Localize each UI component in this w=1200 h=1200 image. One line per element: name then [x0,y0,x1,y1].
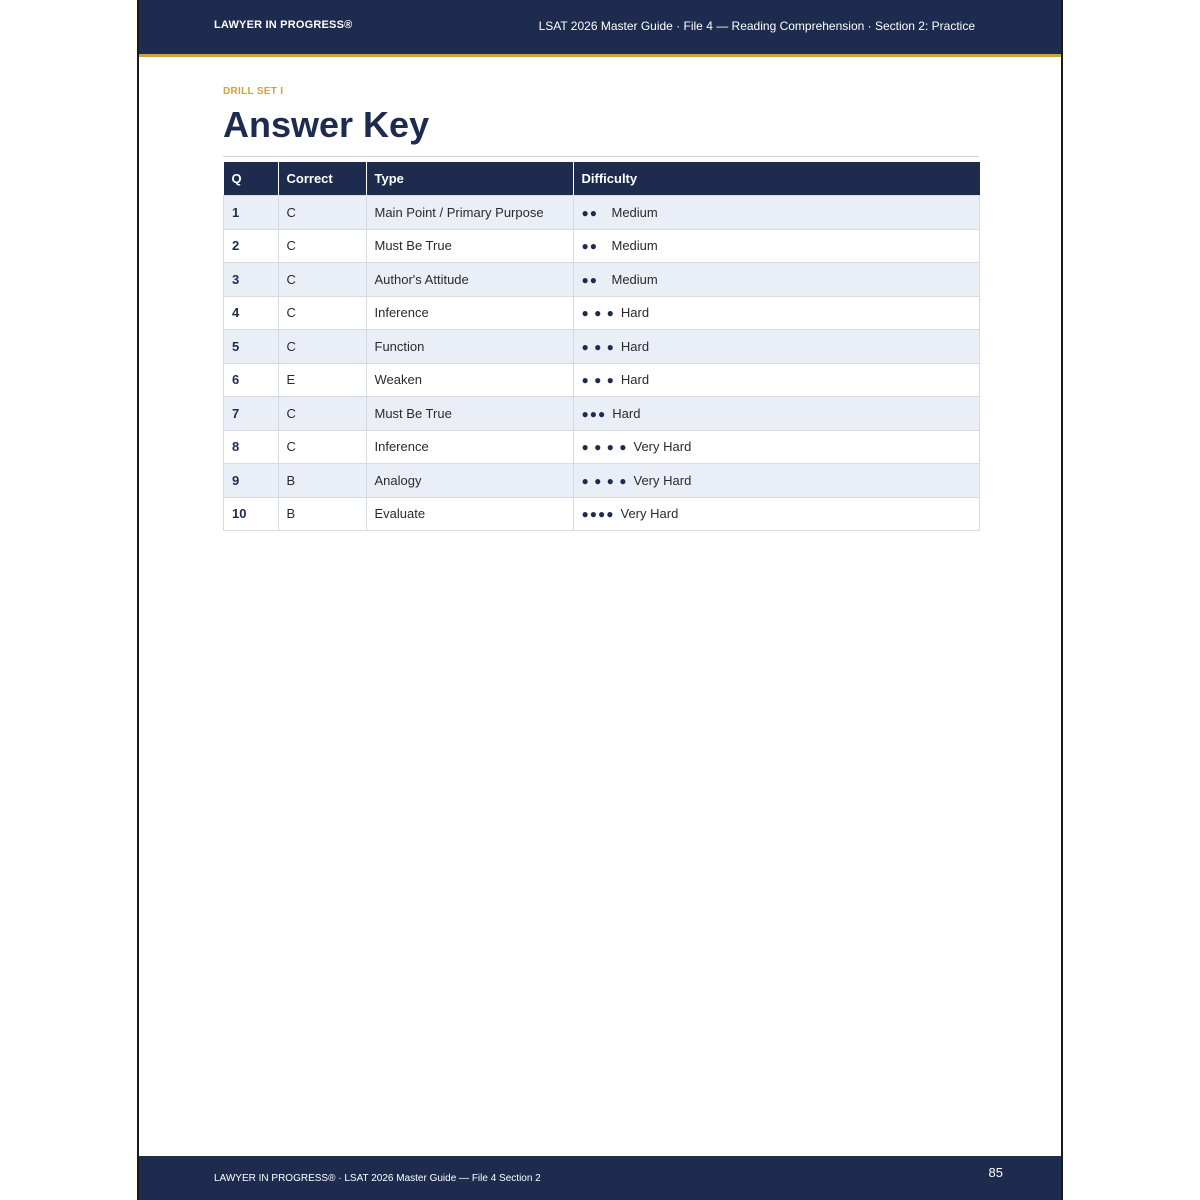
table-row [224,464,980,498]
cell-correct: C [278,229,366,263]
table-row [224,196,980,230]
cell-type: Must Be True [366,397,573,431]
difficulty-dots-icon: ● ● ● ● [581,473,628,488]
cell-q: 10 [224,497,279,531]
difficulty-dots-icon: ● ● ● [581,306,615,321]
cell-correct: B [278,464,366,498]
header-q: Q [224,162,279,196]
header-correct: Correct [278,162,366,196]
difficulty-label: Very Hard [633,472,692,488]
cell-correct: C [278,196,366,230]
page-header [139,0,1061,57]
difficulty-label: Hard [620,338,650,354]
section-eyebrow: DRILL SET I [223,86,284,97]
header-type: Type [366,162,573,196]
cell-q: 3 [224,263,279,297]
difficulty-dots-icon: ●●● [581,406,607,421]
difficulty-label: Medium [611,271,658,287]
header-brand: LAWYER IN PROGRESS® [214,19,353,31]
difficulty-dots-icon: ● ● ● [581,339,615,354]
header-difficulty: Difficulty [573,162,980,196]
cell-q: 7 [224,397,279,431]
cell-q: 4 [224,296,279,330]
cell-type: Inference [366,296,573,330]
cell-correct: C [278,263,366,297]
cell-q: 6 [224,363,279,397]
difficulty-label: Hard [612,405,641,421]
cell-difficulty [573,229,980,263]
cell-q: 1 [224,196,279,230]
difficulty-label: Hard [620,305,650,321]
difficulty-dots-icon: ●●●● [581,507,615,522]
difficulty-dots-icon: ●● [581,205,598,220]
document-page [137,0,1063,1200]
header-breadcrumb: LSAT 2026 Master Guide · File 4 — Reading Comprehension · Section 2: Practice [538,19,975,33]
difficulty-dots-icon: ● ● ● ● [581,440,628,455]
answer-key-table [223,162,980,531]
cell-type: Function [366,330,573,364]
cell-type: Weaken [366,363,573,397]
cell-correct: B [278,497,366,531]
cell-difficulty [573,430,980,464]
difficulty-dots-icon: ●● [581,239,598,254]
difficulty-label: Medium [611,238,658,254]
cell-q: 5 [224,330,279,364]
difficulty-label: Medium [611,204,658,220]
cell-correct: C [278,296,366,330]
table-row [224,497,980,531]
table-row [224,430,980,464]
cell-type: Evaluate [366,497,573,531]
table-header-row [224,162,980,196]
cell-q: 9 [224,464,279,498]
page-number: 85 [988,1165,1003,1180]
table-row [224,363,980,397]
page-title: Answer Key [223,104,430,145]
cell-type: Main Point / Primary Purpose [366,196,573,230]
cell-type: Author's Attitude [366,263,573,297]
difficulty-label: Very Hard [633,439,692,455]
cell-correct: C [278,330,366,364]
page-footer [139,1156,1061,1200]
title-divider [223,156,979,157]
table-row [224,296,980,330]
difficulty-dots-icon: ● ● ● [581,373,615,388]
table-row [224,229,980,263]
cell-difficulty [573,363,980,397]
cell-q: 2 [224,229,279,263]
cell-difficulty [573,296,980,330]
cell-difficulty [573,330,980,364]
table-row [224,397,980,431]
cell-difficulty [573,263,980,297]
cell-correct: C [278,430,366,464]
cell-difficulty [573,196,980,230]
cell-difficulty [573,464,980,498]
table-row [224,263,980,297]
cell-difficulty [573,497,980,531]
footer-note: LAWYER IN PROGRESS® · LSAT 2026 Master Guide — File 4 Section 2 [214,1173,541,1184]
table-row [224,330,980,364]
cell-q: 8 [224,430,279,464]
cell-correct: E [278,363,366,397]
cell-correct: C [278,397,366,431]
cell-type: Must Be True [366,229,573,263]
cell-difficulty [573,397,980,431]
difficulty-label: Hard [620,372,650,388]
difficulty-dots-icon: ●● [581,272,598,287]
cell-type: Analogy [366,464,573,498]
difficulty-label: Very Hard [620,506,679,522]
cell-type: Inference [366,430,573,464]
